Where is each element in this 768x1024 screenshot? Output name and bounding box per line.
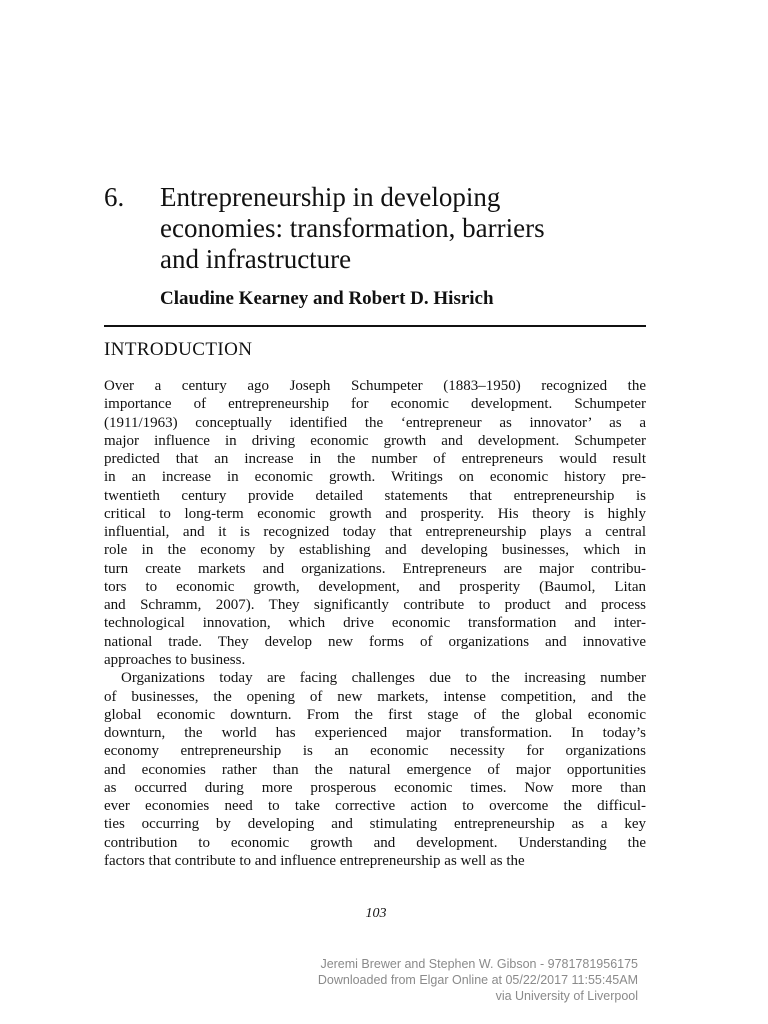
paragraph-line: (1911/1963) conceptually identified the ‘entrepreneur as innovator’ as a xyxy=(104,414,646,431)
page-number: 103 xyxy=(365,906,387,921)
paragraph-line: turn create markets and organizations. Entrepreneurs are major contribu- xyxy=(104,560,646,577)
paragraph xyxy=(104,669,646,870)
watermark-line: via University of Liverpool xyxy=(495,989,638,1003)
paragraph-line: downturn, the world has experienced major transformation. In today’s xyxy=(104,725,646,742)
chapter-number: 6. xyxy=(104,182,125,212)
paragraph-line: factors that contribute to and influence entrepreneurship as well as the xyxy=(104,852,525,869)
chapter-title-line: and infrastructure xyxy=(160,244,352,274)
download-watermark xyxy=(318,956,638,1004)
watermark-line: Downloaded from Elgar Online at 05/22/2017 11:55:45AM xyxy=(317,973,638,987)
paragraph-line: ever economies need to take corrective action to overcome the difficul- xyxy=(104,798,646,815)
paragraph-line: global economic downturn. From the first stage of the global economic xyxy=(104,706,646,723)
paragraph-line: tors to economic growth, development, and prosperity (Baumol, Litan xyxy=(104,578,646,595)
chapter-title xyxy=(160,182,660,275)
paragraph-line: approaches to business. xyxy=(104,651,246,668)
paragraph-line: ties occurring by developing and stimulating entrepreneurship as a key xyxy=(104,816,646,833)
paragraph-line: influential, and it is recognized today that entrepreneurship plays a central xyxy=(104,524,646,541)
paragraph-line: importance of entrepreneurship for economic development. Schumpeter xyxy=(104,396,646,413)
paragraph-line: role in the economy by establishing and developing businesses, which in xyxy=(104,542,646,559)
paragraph-line: Organizations today are facing challenges due to the increasing number xyxy=(121,670,646,687)
chapter-title-line: Entrepreneurship in developing xyxy=(160,182,501,212)
chapter-authors: Claudine Kearney and Robert D. Hisrich xyxy=(160,288,494,309)
paragraph-line: contribution to economic growth and development. Understanding the xyxy=(104,834,646,851)
paragraph-line: national trade. They develop new forms of organizations and innovative xyxy=(104,633,646,650)
section-heading: INTRODUCTION xyxy=(104,339,253,360)
paragraph xyxy=(104,377,646,669)
paragraph-line: and Schramm, 2007). They significantly contribute to product and process xyxy=(104,597,646,614)
paragraph-line: twentieth century provide detailed statements that entrepreneurship is xyxy=(104,487,646,504)
paragraph-line: as occurred during more prosperous economic times. Now more than xyxy=(104,779,646,796)
chapter-title-line: economies: transformation, barriers xyxy=(160,213,545,243)
paragraph-line: of businesses, the opening of new markets, intense competition, and the xyxy=(104,688,646,705)
paragraph-line: in an increase in economic growth. Writings on economic history pre- xyxy=(104,469,646,486)
paragraph-line: predicted that an increase in the number of entrepreneurs would result xyxy=(104,451,646,468)
paragraph-line: and economies rather than the natural emergence of major opportunities xyxy=(104,761,646,778)
title-rule xyxy=(104,325,646,327)
paragraph-line: economy entrepreneurship is an economic necessity for organizations xyxy=(104,743,646,760)
body-text xyxy=(104,377,646,870)
paragraph-line: technological innovation, which drive economic transformation and inter- xyxy=(104,615,646,632)
paragraph-line: Over a century ago Joseph Schumpeter (1883–1950) recognized the xyxy=(104,378,646,394)
paragraph-line: critical to long-term economic growth and prosperity. His theory is highly xyxy=(104,505,646,522)
paragraph-line: major influence in driving economic growth and development. Schumpeter xyxy=(104,432,646,449)
watermark-line: Jeremi Brewer and Stephen W. Gibson - 9781781956175 xyxy=(320,957,638,971)
